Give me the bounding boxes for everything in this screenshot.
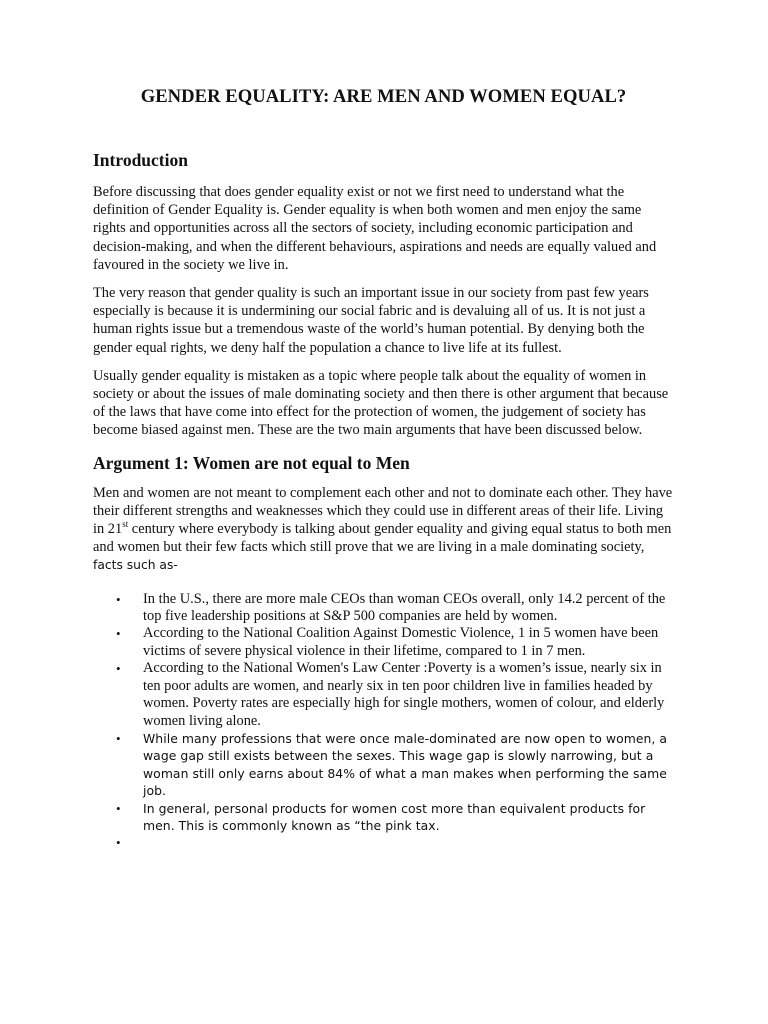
list-item-text: While many professions that were once male-dominated are now open to women, a wage gap still exists between the sexes. This wage gap is slowly narrowing, but a woman still only earns about 84% of what a man makes when performing the same job. (143, 730, 668, 799)
superscript-st: st (122, 519, 129, 530)
bullet-icon: • (116, 626, 121, 642)
list-item (93, 625, 674, 660)
intro-paragraph-2: The very reason that gender quality is such an important issue in our society from past few years especially is because it is undermining our social fabric and is devaluing all of us. It is not just a human rights issue but a tremendous waste of the world’s human potential. By denying both the gender equal rights, we deny half the population a chance to live life at its fullest. (93, 285, 649, 356)
list-item-text (143, 834, 147, 850)
list-item-text: According to the National Women's Law Center :Poverty is a women’s issue, nearly six in ten poor adults are women, and nearly six in ten poor children live in families headed by women. Poverty rates are especially high for single mothers, women of colour, and elderly women living alone. (143, 660, 665, 729)
introduction-heading: Introduction (93, 150, 188, 170)
list-item-text: In general, personal products for women cost more than equivalent products for men. This is commonly known as “the pink tax. (143, 800, 646, 833)
list-item (93, 800, 674, 835)
list-item-text: In the U.S., there are more male CEOs than woman CEOs overall, only 14.2 percent of the top five leadership positions at S&P 500 companies are held by women. (143, 590, 666, 625)
bullet-icon: • (116, 835, 121, 851)
argument-1-heading: Argument 1: Women are not equal to Men (93, 452, 410, 473)
list-item-text: According to the National Coalition Against Domestic Violence, 1 in 5 women have been victims of severe physical violence in their lifetime, compared to 1 in 7 men. (143, 625, 659, 659)
list-item (93, 834, 674, 851)
argument-1-text-start: Men and women are not meant to complement each other and not to dominate each other. They have their different strengths and weaknesses which they could use in different areas of their life. Living in 21 (93, 484, 673, 538)
document-title: GENDER EQUALITY: ARE MEN AND WOMEN EQUAL? (140, 86, 627, 107)
intro-paragraph-1: Before discussing that does gender equality exist or not we first need to understand what the definition of Gender Equality is. Gender equality is when both women and men enjoy the same rights and opportunities across all the sectors of society, including economic participation and decision-making, and when the different behaviours, aspirations and needs are equally valued and favoured in the society we live in. (93, 184, 657, 273)
list-item (93, 660, 674, 730)
argument-1-text-end: facts such as- (93, 558, 178, 573)
argument-1-text-mid: century where everybody is talking about gender equality and giving equal status to both men and women but their few facts which still prove that we are living in a male dominating society, (93, 521, 672, 556)
bullet-icon: • (116, 661, 121, 677)
facts-list (93, 591, 674, 852)
list-item (93, 730, 674, 800)
bullet-icon: • (116, 591, 121, 607)
argument-1-paragraph (93, 484, 674, 575)
list-item (93, 591, 674, 626)
intro-paragraph-3: Usually gender equality is mistaken as a topic where people talk about the equality of women in society or about the issues of male dominating society and then there is other argument that because of the laws that have come into effect for the protection of women, the judgement of society has become biased against men. These are the two main arguments that have been discussed below. (93, 367, 669, 439)
bullet-icon: • (116, 730, 121, 746)
bullet-icon: • (116, 800, 121, 816)
